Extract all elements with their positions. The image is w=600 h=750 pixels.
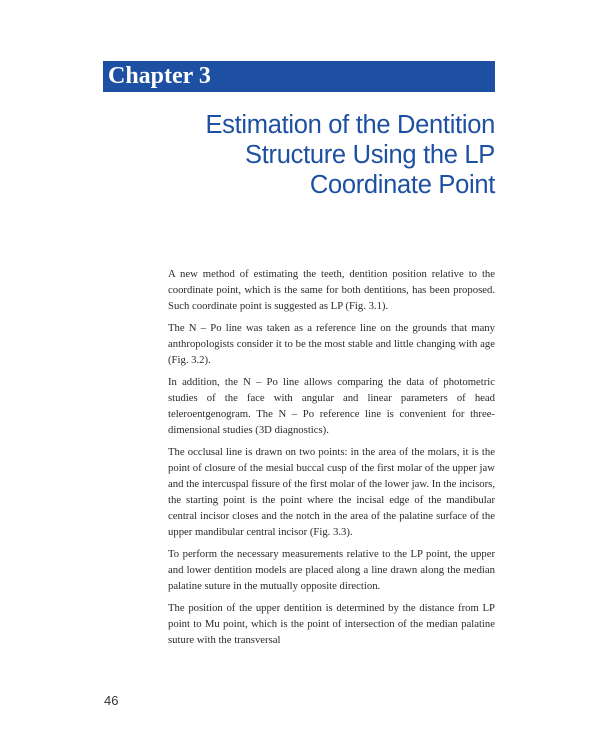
body-text bbox=[168, 266, 495, 654]
paragraph: The position of the upper dentition is determined by the distance from LP point to Mu point, which is the point of intersection of the median palatine suture with the transversal bbox=[168, 602, 495, 646]
chapter-title bbox=[135, 110, 495, 200]
paragraph: A new method of estimating the teeth, dentition position relative to the coordinate point, which is the same for both dentitions, has been proposed. Such coordinate point is suggested as LP (Fig. 3.1). bbox=[168, 268, 495, 312]
chapter-title-line: Structure Using the LP bbox=[245, 141, 495, 169]
paragraph: In addition, the N – Po line allows comparing the data of photometric studies of the face with angular and linear parameters of head teleroentgenogram. The N – Po reference line is convenient for three-dimensional studies (3D diagnostics). bbox=[168, 376, 495, 436]
page-number: 46 bbox=[104, 693, 119, 708]
paragraph: The occlusal line is drawn on two points: in the area of the molars, it is the point of closure of the mesial buccal cusp of the first molar of the upper jaw and the intercuspal fissure of the first molar of the lower jaw. In the incisors, the starting point is the point where the incisal edge of the mandibular central incisor closes and the notch in the area of the palatine surface of the upper mandibular central incisor (Fig. 3.3). bbox=[168, 446, 495, 538]
paragraph: To perform the necessary measurements relative to the LP point, the upper and lower dentition models are placed along a line drawn along the median palatine suture in the mutually opposite direction. bbox=[168, 548, 495, 592]
chapter-banner bbox=[103, 61, 495, 92]
chapter-title-line: Estimation of the Dentition bbox=[205, 111, 495, 139]
paragraph: The N – Po line was taken as a reference line on the grounds that many anthropologists consider it to be the most stable and little changing with age (Fig. 3.2). bbox=[168, 322, 495, 366]
chapter-label: Chapter 3 bbox=[108, 63, 211, 89]
chapter-title-line: Coordinate Point bbox=[309, 171, 495, 199]
